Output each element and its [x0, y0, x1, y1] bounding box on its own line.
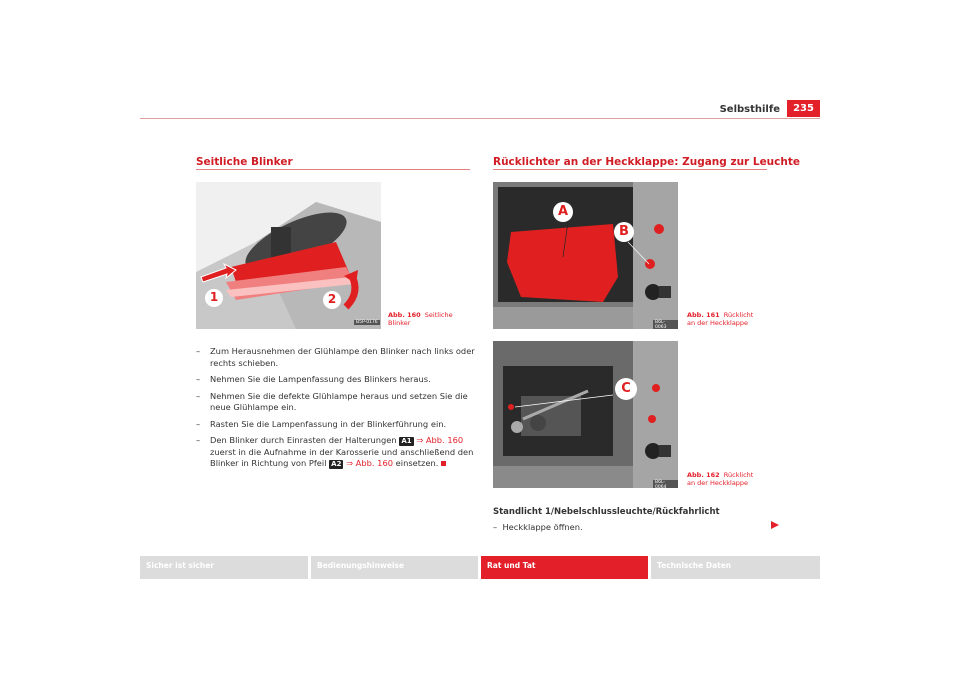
tailgate-illustration-1	[493, 182, 678, 329]
caption-number: Abb. 160	[388, 311, 421, 319]
figure-160-caption	[388, 311, 458, 327]
section-rule	[196, 169, 470, 170]
list-item: – Den Blinker durch Einrasten der Halterungen A1 ⇒ Abb. 160 zuerst in die Aufnahme in der Karosserie und anschließend den Blinker in Richtung von Pfeil A2 ⇒ Abb. 160 einsetzen.	[196, 435, 474, 468]
image-code: B5P-0176	[356, 320, 378, 325]
page-number: 235	[787, 100, 820, 117]
callout-b: B	[619, 224, 629, 239]
figure-162-caption	[687, 471, 763, 487]
instruction-list	[196, 346, 476, 475]
section-title-ruecklichter: Rücklichter an der Heckklappe: Zugang zur Leuchte	[493, 156, 801, 168]
tailgate-illustration-2	[493, 341, 678, 488]
caption-text: Rücklicht an der Heckklappe	[687, 311, 754, 327]
footer-tab-technische-daten[interactable]: Technische Daten	[651, 556, 820, 579]
image-code: B6L-0063	[653, 320, 678, 329]
list-item: – Nehmen Sie die Lampenfassung des Blinkers heraus.	[196, 374, 431, 384]
callout-a: A	[557, 204, 569, 219]
figure-reference-link[interactable]: ⇒ Abb. 160	[346, 458, 394, 468]
section-title-seitliche-blinker: Seitliche Blinker	[196, 156, 293, 168]
section-rule	[493, 169, 767, 170]
header-rule	[140, 118, 820, 119]
figure-161-image	[493, 182, 678, 329]
list-item: – Rasten Sie die Lampenfassung in der Blinkerführung ein.	[196, 418, 447, 429]
image-code: B6L-0064	[653, 480, 678, 488]
figure-162-image	[493, 341, 678, 488]
subheading: Standlicht 1/Nebelschlussleuchte/Rückfahrlicht	[493, 507, 720, 517]
footer-tab-rat-und-tat[interactable]: Rat und Tat	[481, 556, 648, 579]
list-item: – Heckklappe öffnen.	[493, 522, 583, 532]
list-item: – Zum Herausnehmen der Glühlampe den Blinker nach links oder rechts schieben.	[196, 346, 475, 368]
list-item: – Nehmen Sie die defekte Glühlampe heraus und setzen Sie die neue Glühlampe ein.	[196, 390, 468, 412]
footer-tab-bedienung[interactable]: Bedienungshinweise	[311, 556, 478, 579]
end-marker-icon	[441, 461, 446, 466]
caption-number: Abb. 162	[687, 471, 720, 479]
badge-a1: A1	[401, 437, 412, 445]
badge-a2: A2	[331, 460, 342, 468]
caption-text: Seitliche Blinker	[388, 311, 453, 327]
continue-arrow-icon	[770, 520, 780, 530]
callout-c: C	[621, 381, 631, 396]
caption-text: Rücklicht an der Heckklappe	[687, 471, 754, 487]
footer-tab-sicher[interactable]: Sicher ist sicher	[140, 556, 308, 579]
callout-2: 2	[327, 292, 337, 306]
blinker-illustration	[196, 182, 381, 329]
callout-1: 1	[209, 290, 219, 304]
figure-161-caption	[687, 311, 763, 327]
figure-160-image	[196, 182, 381, 329]
running-header-title: Selbsthilfe	[719, 104, 780, 115]
caption-number: Abb. 161	[687, 311, 720, 319]
figure-reference-link[interactable]: ⇒ Abb. 160	[416, 435, 464, 445]
